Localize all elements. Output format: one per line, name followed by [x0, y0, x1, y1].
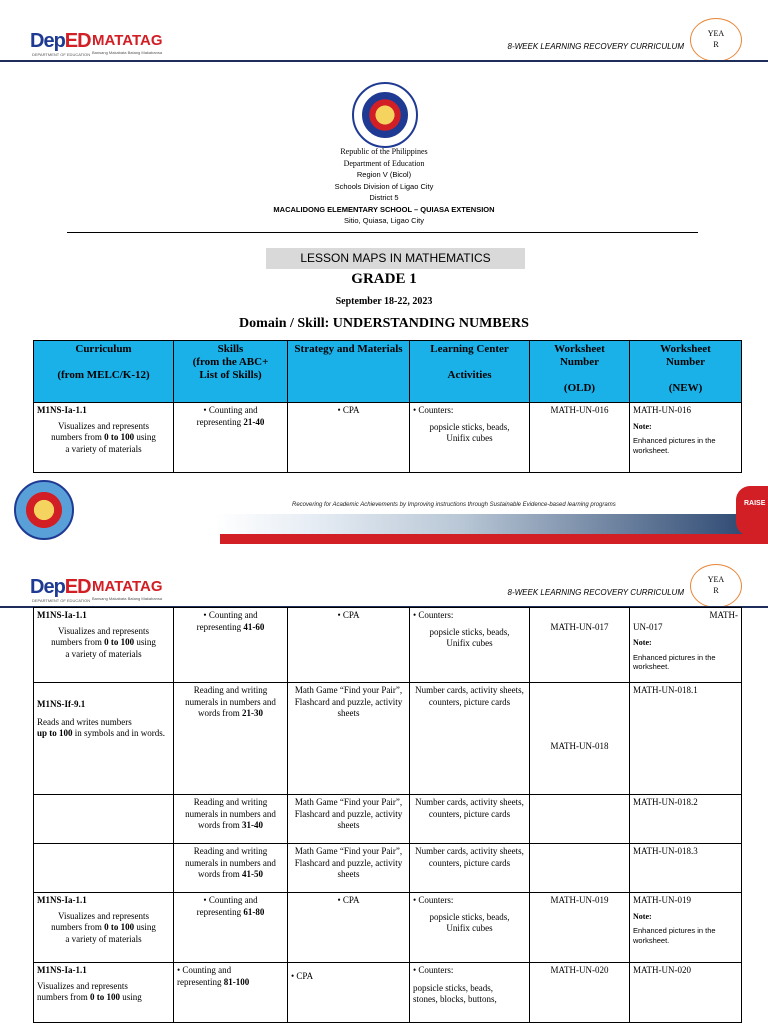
skill-cell: • Counting and representing 61-80	[174, 893, 288, 963]
address-block	[0, 146, 768, 227]
school-name: MACALIDONG ELEMENTARY SCHOOL – QUIASA EXTENSION	[273, 204, 495, 214]
learning-center-cell: • Counters: popsicle sticks, beads, Unifix cubes	[410, 893, 530, 963]
banner-tagline: Recovering for Academic Achievements by Improving instructions through Sustainable Evidence-based learning programs	[292, 502, 616, 508]
deped-logo-subtext: DEPARTMENT OF EDUCATION	[32, 598, 91, 603]
learning-center-cell: • Counters: popsicle sticks, beads, Unifix cubes	[410, 403, 530, 473]
strategy-cell: Math Game “Find your Pair”, Flashcard and puzzle, activity sheets	[288, 683, 410, 795]
year-badge: YEA R	[690, 564, 742, 608]
table-header-row	[34, 341, 742, 403]
skill-cell: Reading and writing numerals in numbers and words from 31-40	[174, 795, 288, 844]
header-strategy: Strategy and Materials	[288, 341, 410, 403]
strategy-cell: • CPA	[288, 403, 410, 473]
address-line: Schools Division of Ligao City	[334, 181, 434, 191]
address-line: Region V (Bicol)	[356, 170, 412, 179]
table-row	[34, 608, 742, 683]
page-header	[0, 0, 768, 62]
address-line: Sitio, Quiasa, Ligao City	[343, 216, 425, 225]
deped-logo-subtext: DEPARTMENT OF EDUCATION	[32, 52, 91, 57]
strategy-cell: • CPA	[288, 963, 410, 1023]
curriculum-cell: M1NS-Ia-1.1 Visualizes and represents numbers from 0 to 100 using a variety of materials	[34, 893, 174, 963]
address-line: District 5	[369, 193, 399, 202]
curriculum-title: 8-WEEK LEARNING RECOVERY CURRICULUM	[507, 588, 684, 597]
worksheet-new-cell: MATH-UN-019 Note: Enhanced pictures in the worksheet.	[630, 893, 742, 963]
worksheet-old-cell: MATH-UN-020	[530, 963, 630, 1023]
lesson-map-table	[33, 607, 742, 1023]
strategy-cell: • CPA	[288, 608, 410, 683]
table-row	[34, 963, 742, 1023]
skill-cell: Reading and writing numerals in numbers and words from 41-50	[174, 844, 288, 893]
worksheet-new-cell: MATH-UN-016 Note: Enhanced pictures in the worksheet.	[630, 403, 742, 473]
matatag-subtext: Bansang Makabata Batang Makabansa	[92, 596, 163, 601]
table-row	[34, 893, 742, 963]
strategy-cell: Math Game “Find your Pair”, Flashcard and puzzle, activity sheets	[288, 795, 410, 844]
skill-cell: • Counting and representing 21-40	[174, 403, 288, 473]
matatag-logo: MATATAG	[92, 32, 163, 49]
grade-heading: GRADE 1	[351, 271, 417, 287]
worksheet-old-cell: MATH-UN-018	[530, 683, 630, 795]
worksheet-old-cell: MATH-UN-019	[530, 893, 630, 963]
curriculum-cell: M1NS-Ia-1.1 Visualizes and represents numbers from 0 to 100 using a variety of materials	[34, 403, 174, 473]
worksheet-new-cell: MATH-UN-018.1	[630, 683, 742, 795]
curriculum-cell	[34, 795, 174, 844]
header-curriculum: Curriculum (from MELC/K-12)	[34, 341, 174, 403]
learning-center-cell: • Counters: popsicle sticks, beads, stones, blocks, buttons,	[410, 963, 530, 1023]
learning-center-cell: Number cards, activity sheets, counters, picture cards	[410, 683, 530, 795]
deped-logo: DepED	[30, 576, 91, 598]
page-header	[0, 546, 768, 608]
worksheet-old-cell: MATH-UN-016	[530, 403, 630, 473]
matatag-subtext: Bansang Makabata Batang Makabansa	[92, 50, 163, 55]
skill-cell: • Counting and representing 41-60	[174, 608, 288, 683]
table-row	[34, 844, 742, 893]
address-divider	[67, 232, 698, 233]
curriculum-cell: M1NS-If-9.1 Reads and writes numbers up to 100 in symbols and in words.	[34, 683, 174, 795]
header-learning-center: Learning Center Activities	[410, 341, 530, 403]
worksheet-old-cell	[530, 844, 630, 893]
worksheet-new-cell: MATH-UN-020	[630, 963, 742, 1023]
worksheet-old-cell: MATH-UN-017	[530, 608, 630, 683]
strategy-cell: • CPA	[288, 893, 410, 963]
curriculum-cell	[34, 844, 174, 893]
footer-banner	[0, 478, 768, 546]
table-row	[34, 683, 742, 795]
year-badge: YEA R	[690, 18, 742, 62]
skill-cell: Reading and writing numerals in numbers and words from 21-30	[174, 683, 288, 795]
domain-heading: Domain / Skill: UNDERSTANDING NUMBERS	[239, 316, 529, 331]
header-skills: Skills (from the ABC+ List of Skills)	[174, 341, 288, 403]
curriculum-cell: M1NS-Ia-1.1 Visualizes and represents numbers from 0 to 100 using a variety of materials	[34, 608, 174, 683]
raise-logo: RAISE	[736, 486, 768, 536]
header-worksheet-new: Worksheet Number (NEW)	[630, 341, 742, 403]
learning-center-cell: Number cards, activity sheets, counters, picture cards	[410, 795, 530, 844]
table-row	[34, 795, 742, 844]
deped-seal-icon	[352, 82, 418, 148]
date-heading: September 18-22, 2023	[335, 296, 433, 307]
skill-cell: • Counting and representing 81-100	[174, 963, 288, 1023]
worksheet-old-cell	[530, 795, 630, 844]
matatag-logo: MATATAG	[92, 578, 163, 595]
table-row	[34, 403, 742, 473]
curriculum-cell: M1NS-Ia-1.1 Visualizes and represents numbers from 0 to 100 using	[34, 963, 174, 1023]
curriculum-title: 8-WEEK LEARNING RECOVERY CURRICULUM	[507, 42, 684, 51]
address-line: Republic of the Philippines	[340, 147, 428, 156]
worksheet-new-cell: MATH-UN-018.2	[630, 795, 742, 844]
lesson-map-table	[33, 340, 742, 473]
document-title: LESSON MAPS IN MATHEMATICS	[266, 248, 525, 269]
strategy-cell: Math Game “Find your Pair”, Flashcard and puzzle, activity sheets	[288, 844, 410, 893]
learning-center-cell: • Counters: popsicle sticks, beads, Unifix cubes	[410, 608, 530, 683]
worksheet-new-cell: MATH-UN-018.3	[630, 844, 742, 893]
worksheet-new-cell: MATH- UN-017 Note: Enhanced pictures in the worksheet.	[630, 608, 742, 683]
learning-center-cell: Number cards, activity sheets, counters, picture cards	[410, 844, 530, 893]
deped-logo: DepED	[30, 30, 91, 52]
address-line: Department of Education	[343, 158, 425, 168]
header-divider	[0, 60, 768, 62]
banner-seal-icon	[14, 480, 74, 540]
header-worksheet-old: Worksheet Number (OLD)	[530, 341, 630, 403]
